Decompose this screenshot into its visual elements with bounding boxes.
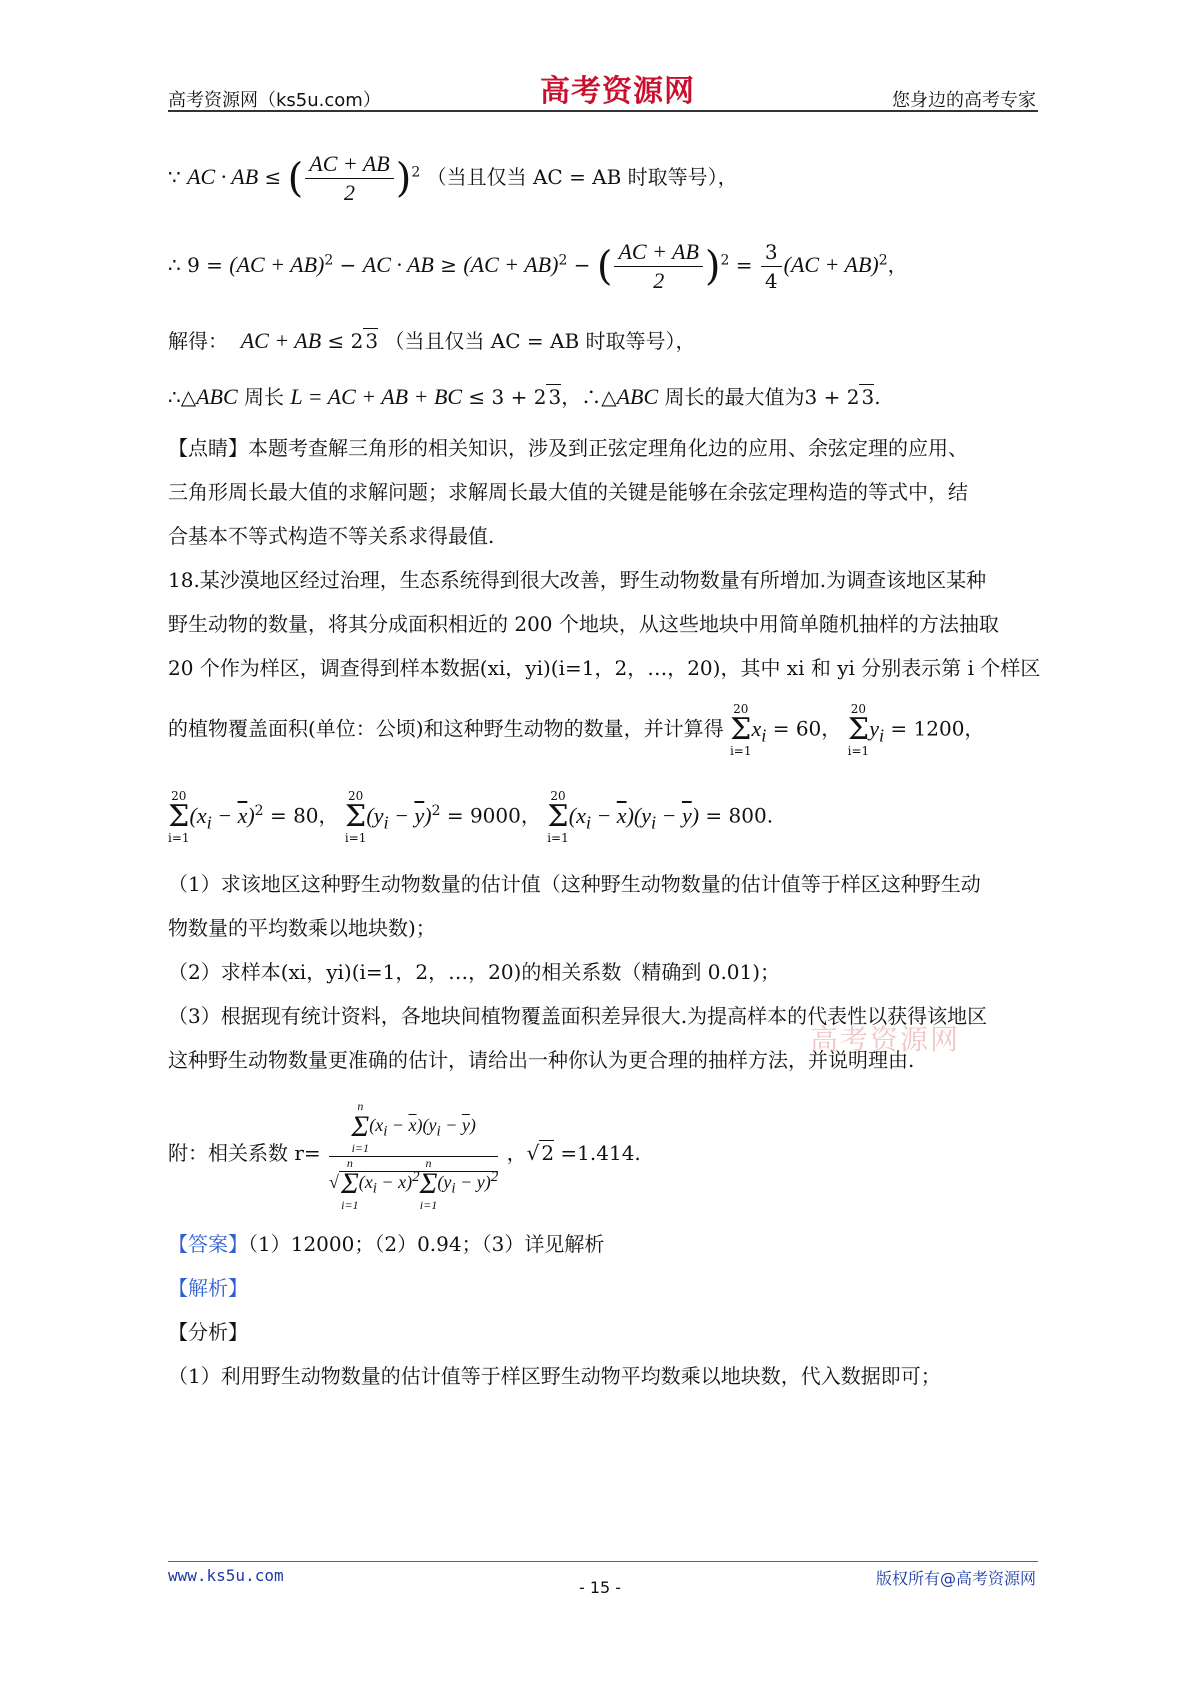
fenxi-label: 【分析】 — [168, 1320, 248, 1344]
part2-line: （2）求样本(xi，yi)(i=1，2，…，20)的相关系数（精确到 0.01)； — [168, 960, 781, 984]
part3-line-1: （3）根据现有统计资料，各地块间植物覆盖面积差异很大.为提高样本的代表性以获得该地区 — [168, 1004, 988, 1028]
formula-line-2: ∴ 9 = (AC + AB)$^2$ − AC · AB ≥ (AC + AB)$^2$ − ( $\frac{AC + AB}{2}$ )$^2$ = $\frac{3}{4}$ (AC + AB)$^2$， — [168, 239, 908, 293]
review-line-3: 合基本不等式构造不等关系求得最值. — [168, 524, 495, 548]
sum-line: 20 Σ $i=1(x_i - \overline{x})^2 = 80$， 20 Σ $i=1(y_i - \overline{y})^2 = 9000$， 20 Σ $i=1(x_i - \overline{x})(y_i - \overline{y}) = 800$. — [168, 789, 774, 845]
review-line-1: 【点睛】本题考查解三角形的相关知识，涉及到正弦定理角化边的应用、余弦定理的应用、 — [168, 436, 968, 460]
answer-line: 【答案】（1）12000；（2）0.94；（3）详见解析 — [168, 1232, 605, 1256]
review-line-2: 三角形周长最大值的求解问题；求解周长最大值的关键是能够在余弦定理构造的等式中，结 — [168, 480, 968, 504]
fenxi-line-1: （1）利用野生动物数量的估计值等于样区野生动物平均数乘以地块数，代入数据即可； — [168, 1364, 941, 1388]
watermark: 高考资源网 — [810, 1023, 961, 1056]
part1-line-1: （1）求该地区这种野生动物数量的估计值（这种野生动物数量的估计值等于样区这种野生动 — [168, 872, 981, 896]
formula-line-3: 解得： AC + AB ≤ 2 3 （当且仅当 AC = AB 时取等号）， — [168, 328, 696, 353]
header-right: 您身边的高考专家 — [892, 90, 1036, 111]
analysis-label: 【解析】 — [168, 1276, 248, 1300]
footer-copyright: 版权所有@高考资源网 — [875, 1569, 1036, 1588]
q18-line-2: 野生动物的数量，将其分成面积相近的 200 个地块，从这些地块中用简单随机抽样的方法抽取 — [168, 612, 999, 636]
formula-note-3: （当且仅当 AC = AB 时取等号）， — [384, 329, 696, 353]
site-logo: 高考资源网 — [540, 74, 695, 109]
correlation-formula: 附：相关系数 r= n Σ $i=1(x_i - \overline{x})(y_i - \overline{y})$ √n Σ $i=1(x_i - \overline{x})^2n$ Σ $i=1(y_i - \overline{y})^2$ ，√ 2 =1.414. — [168, 1099, 641, 1212]
footer-rule — [168, 1561, 1038, 1562]
part3-line-2: 这种野生动物数量更准确的估计，请给出一种你认为更合理的抽样方法，并说明理由. — [168, 1048, 915, 1072]
page-number: - 15 - — [578, 1578, 622, 1597]
q18-line-1: 18.某沙漠地区经过治理，生态系统得到很大改善，野生动物数量有所增加.为调查该地区某种 — [168, 568, 987, 592]
footer-url[interactable]: www.ks5u.com — [168, 1566, 284, 1585]
formula-line-4: ∴△ABC 周长 L = AC + AB + BC ≤ 3 + 2 3，∴△ABC 周长的最大值为3 + 2 3. — [168, 384, 881, 409]
formula-line-1: ∵ AC · AB ≤ ( $\frac{AC + AB}{2}$ )$^2$ （当且仅当 AC = AB 时取等号）， — [168, 151, 738, 205]
formula-note-1: （当且仅当 AC = AB 时取等号）， — [426, 165, 738, 189]
header-left: 高考资源网（ks5u.com） — [168, 90, 381, 111]
q18-line-4: 的植物覆盖面积(单位：公顷)和这种野生动物的数量，并计算得 20 Σ $i=1x_i = 60$， 20 Σ $i=1y_i = 1200$， — [168, 702, 985, 758]
header-rule — [168, 110, 1038, 112]
q18-line-3: 20 个作为样区，调查得到样本数据(xi，yi)(i=1，2，…，20)，其中 xi 和 yi 分别表示第 i 个样区 — [168, 656, 1041, 680]
part1-line-2: 物数量的平均数乘以地块数)； — [168, 916, 436, 940]
